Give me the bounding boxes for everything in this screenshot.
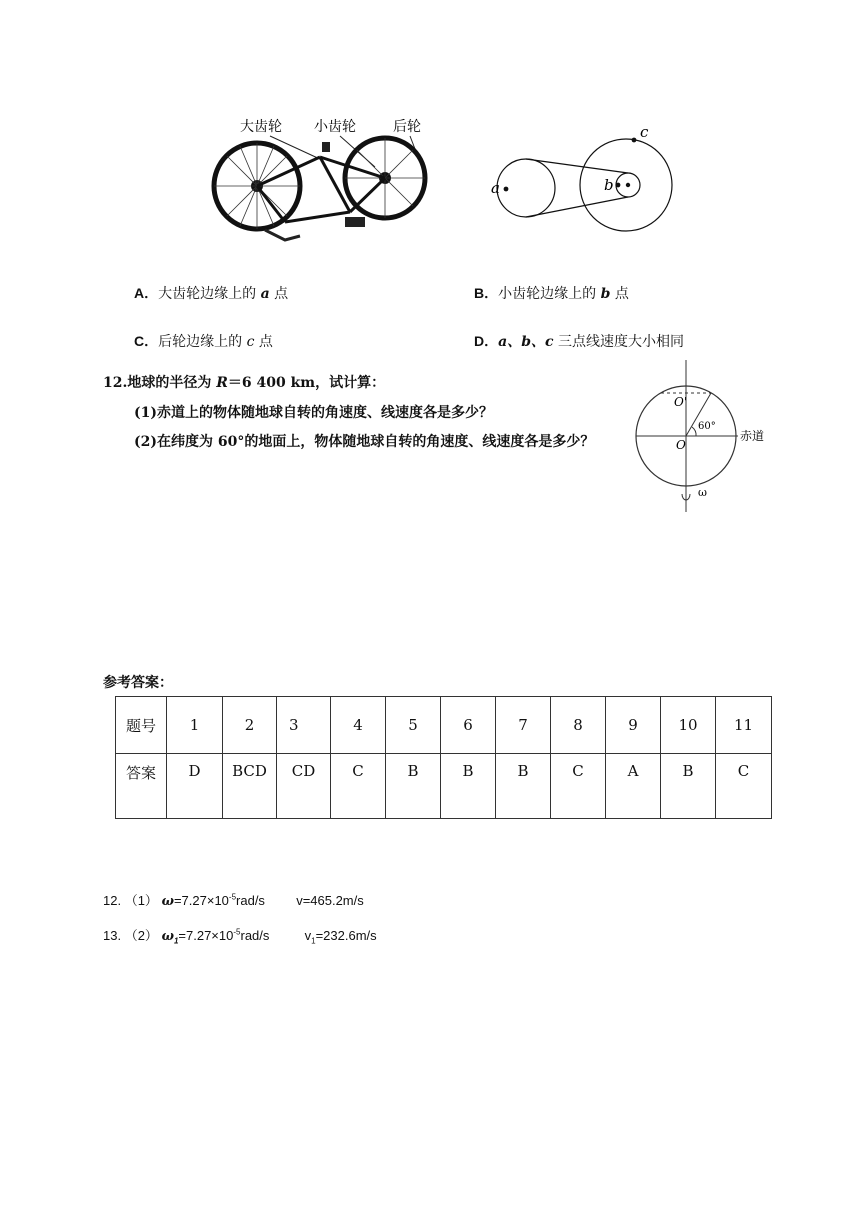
number-cell: 6 (441, 697, 496, 754)
q12-stem-prefix: 12.地球的半径为 (103, 375, 217, 391)
solution-2-v-sub: 1 (311, 936, 316, 946)
solution-1-number: 12. (103, 893, 122, 908)
q12-sub1: (1)赤道上的物体随地球自转的角速度、线速度各是多少？ (134, 405, 493, 421)
number-cell: 7 (496, 697, 551, 754)
table-row-answers (116, 754, 772, 819)
option-b-var: b (600, 286, 611, 302)
option-d-var: a、b、c (498, 334, 554, 350)
option-b-letter: B． (474, 285, 499, 301)
option-a-tail: 点 (274, 286, 289, 302)
answer-cell: B (661, 754, 716, 819)
point-a-label: a (491, 179, 500, 197)
solution-1-unit: rad/s (236, 893, 265, 908)
number-cell: 9 (606, 697, 661, 754)
solution-2-omega-value: =7.27×10 (178, 928, 234, 943)
answer-cell: B (386, 754, 441, 819)
bike-label-big-gear: 大齿轮 (240, 119, 282, 135)
option-a-var: a (260, 286, 270, 302)
solution-2-velocity: =232.6m/s (315, 928, 377, 943)
answer-cell: B (441, 754, 496, 819)
number-cell: 3 (277, 697, 331, 754)
solution-1-omega-value: =7.27×10 (173, 893, 229, 908)
q12-stem-var: R (216, 375, 228, 391)
number-cell: 8 (551, 697, 606, 754)
earth-label-o: O (676, 438, 686, 452)
earth-label-omega: ω (698, 486, 707, 499)
option-b-tail: 点 (614, 286, 629, 302)
option-d (474, 331, 684, 351)
earth-figure (630, 360, 770, 515)
option-b-text: 小齿轮边缘上的 (498, 286, 597, 302)
answers-heading: 参考答案： (103, 675, 173, 691)
point-b-label: b (604, 176, 614, 194)
bike-label-small-gear: 小齿轮 (314, 119, 356, 135)
answer-cell: C (551, 754, 606, 819)
answer-cell: A (606, 754, 661, 819)
answer-cell: CD (277, 754, 331, 819)
solution-2-exponent: -5 (233, 927, 241, 937)
q12-stem-suffix: ＝6 400 km，试计算： (227, 375, 386, 391)
solution-1-part: （1） (124, 893, 158, 908)
bicycle-figure (210, 112, 435, 252)
option-a-text: 大齿轮边缘上的 (158, 286, 257, 302)
q12-sub2: (2)在纬度为 60°的地面上，物体随地球自转的角速度、线速度各是多少？ (134, 434, 595, 450)
answer-cell: B (496, 754, 551, 819)
point-c-label: c (640, 123, 649, 141)
answer-cell: C (716, 754, 772, 819)
answers-table (115, 696, 772, 819)
number-cell: 10 (661, 697, 716, 754)
solution-2-number: 13. (103, 928, 122, 943)
option-c-tail: 点 (258, 334, 273, 350)
q12-stem (103, 372, 385, 392)
row-label-answer: 答案 (116, 754, 167, 819)
option-b (474, 283, 629, 303)
solution-1-velocity: v=465.2m/s (296, 893, 364, 908)
solution-2-omega: ω (161, 929, 174, 944)
number-cell: 5 (386, 697, 441, 754)
solution-1-omega: ω (161, 894, 174, 909)
answer-cell: D (167, 754, 223, 819)
solution-2-omega-sub: 1 (173, 936, 179, 946)
earth-label-o-prime: O' (674, 395, 688, 409)
number-cell: 2 (223, 697, 277, 754)
answer-cell: BCD (223, 754, 277, 819)
answer-cell: C (331, 754, 386, 819)
gear-diagram (488, 122, 683, 237)
option-c (134, 331, 273, 351)
option-a (134, 283, 288, 303)
solution-1-exponent: -5 (228, 892, 237, 902)
row-label-number: 题号 (116, 697, 167, 754)
solution-line-2 (103, 925, 377, 946)
option-c-text: 后轮边缘上的 (158, 334, 243, 350)
option-c-letter: C． (134, 333, 159, 349)
number-cell: 1 (167, 697, 223, 754)
option-d-letter: D． (474, 333, 499, 349)
number-cell: 11 (716, 697, 772, 754)
solution-line-1 (103, 890, 364, 909)
solution-2-unit: rad/s (240, 928, 270, 943)
solution-2-v: v (304, 928, 312, 943)
number-cell: 4 (331, 697, 386, 754)
bike-label-rear-wheel: 后轮 (393, 119, 421, 135)
table-row-numbers (116, 697, 772, 754)
option-a-letter: A． (134, 285, 159, 301)
solution-2-part: （2） (124, 928, 158, 943)
earth-label-angle: 60° (698, 421, 716, 432)
option-c-var: c (246, 334, 255, 350)
earth-label-equator: 赤道 (740, 429, 765, 443)
option-d-text: 三点线速度大小相同 (557, 334, 684, 350)
